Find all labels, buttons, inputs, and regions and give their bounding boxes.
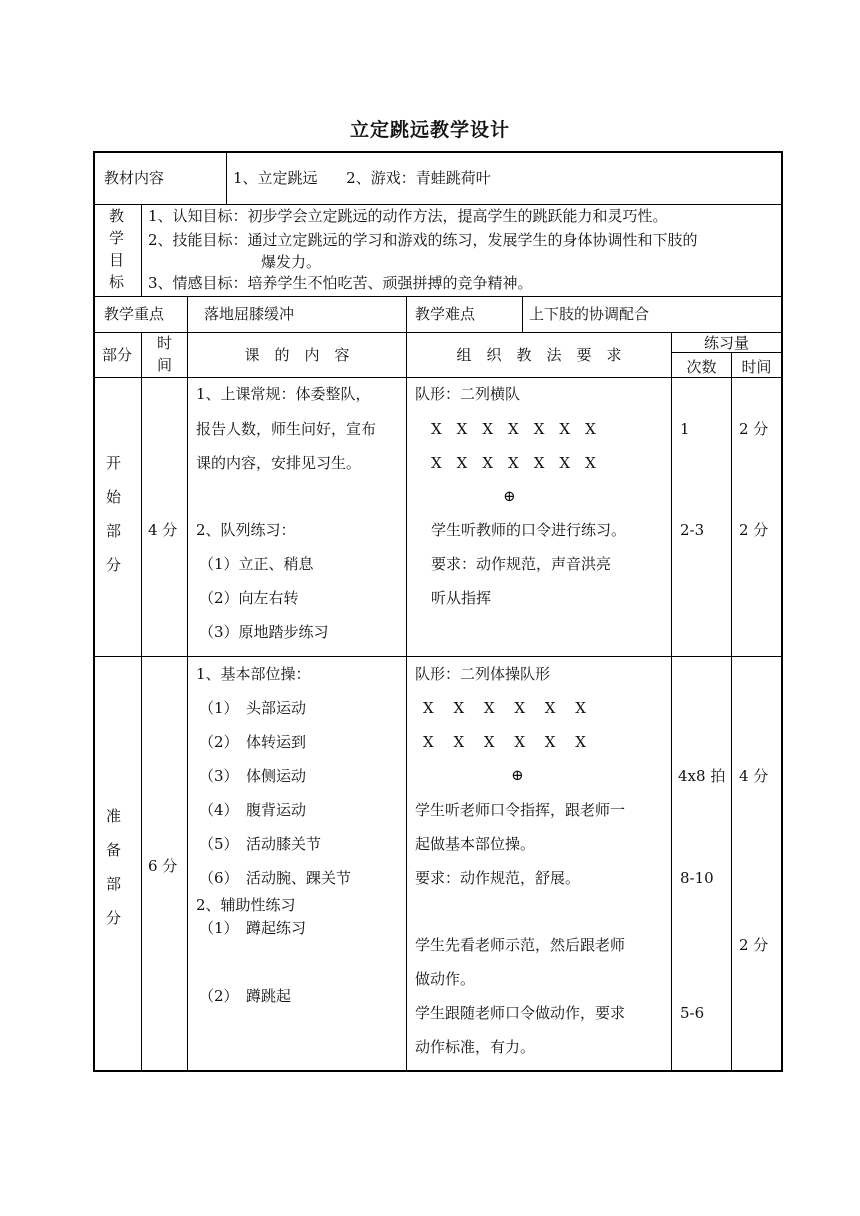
difficulty-label: 教学难点 [415, 305, 476, 323]
row-divider [95, 656, 781, 657]
start-content-line: 课的内容，安排见习生。 [196, 454, 362, 472]
prep-count: 4x8 拍 [678, 767, 726, 785]
prep-duration: 2 分 [739, 936, 769, 954]
col-divider [522, 296, 523, 332]
section-prep-label: 准 [106, 807, 122, 825]
key-point-value: 落地屈膝缓冲 [204, 305, 295, 323]
prep-content-line: （4） 腹背运动 [199, 801, 307, 819]
col-divider [406, 332, 407, 1072]
prep-org-line: 要求：动作规范，舒展。 [415, 869, 581, 887]
section-start-label: 部 [106, 522, 122, 540]
start-content-line: 2、队列练习： [196, 521, 296, 539]
col-divider [731, 352, 732, 1072]
section-start-label: 始 [106, 488, 122, 506]
content-label: 教材内容 [104, 169, 165, 187]
start-count: 2-3 [680, 521, 705, 539]
goal-line: 2、技能目标：通过立定跳远的学习和游戏的练习，发展学生的身体协调性和下肢的 [148, 231, 698, 249]
prep-content-line: 1、基本部位操： [196, 665, 311, 683]
section-start-label: 分 [106, 556, 122, 574]
prep-content-line: （5） 活动膝关节 [199, 835, 322, 853]
teacher-position-icon: ⊕ [503, 487, 516, 505]
start-content-line: 报告人数，师生问好，宣布 [196, 420, 377, 438]
prep-count: 8-10 [680, 869, 714, 887]
difficulty-value: 上下肢的协调配合 [529, 305, 650, 323]
prep-count: 5-6 [680, 1004, 705, 1022]
teacher-position-icon: ⊕ [511, 766, 524, 784]
prep-org-line: 学生先看老师示范，然后跟老师 [415, 936, 626, 954]
section-prep-label: 部 [106, 875, 122, 893]
prep-content-line: （6） 活动腕、踝关节 [199, 869, 352, 887]
row-divider [671, 352, 781, 353]
prep-org-line: 队形：二列体操队形 [415, 665, 551, 683]
col-divider [141, 204, 142, 296]
row-divider [95, 377, 781, 378]
prep-formation-row: X X X X X X [423, 733, 586, 751]
start-formation-row: X X X X X X X [431, 420, 596, 438]
header-part: 部分 [102, 346, 133, 364]
document-title: 立定跳远教学设计 [349, 119, 510, 141]
prep-content-line: （1） 蹲起练习 [199, 919, 307, 937]
section-prep-label: 分 [106, 909, 122, 927]
section-start-time: 4 分 [148, 521, 178, 539]
content-value: 1、立定跳远 2、游戏：青蛙跳荷叶 [233, 169, 491, 187]
goals-label-char: 教 [109, 207, 125, 225]
prep-formation-row: X X X X X X [423, 699, 586, 717]
lesson-plan-table [93, 151, 783, 1072]
col-divider [141, 332, 142, 1072]
col-divider [406, 296, 407, 332]
prep-content-line: （2） 蹲跳起 [199, 987, 292, 1005]
col-divider [671, 332, 672, 1072]
header-content: 课 的 内 容 [244, 346, 350, 364]
row-divider [95, 296, 781, 297]
goals-label-char: 目 [109, 251, 125, 269]
start-duration: 2 分 [739, 521, 769, 539]
col-divider [187, 296, 188, 332]
prep-org-line: 学生跟随老师口令做动作，要求 [415, 1004, 626, 1022]
col-divider [187, 332, 188, 1072]
goals-label-char: 标 [109, 273, 125, 291]
col-divider [226, 153, 227, 204]
prep-org-line: 动作标准，有力。 [415, 1038, 536, 1056]
header-duration: 时间 [741, 358, 772, 376]
key-point-label: 教学重点 [104, 305, 165, 323]
prep-content-line: （2） 体转运到 [199, 733, 307, 751]
start-formation-row: X X X X X X X [431, 454, 596, 472]
section-prep-time: 6 分 [148, 857, 178, 875]
start-org-line: 要求：动作规范，声音洪亮 [431, 555, 612, 573]
prep-org-line: 做动作。 [415, 970, 476, 988]
start-content-line: （3）原地踏步练习 [199, 623, 329, 641]
start-org-line: 听从指挥 [431, 589, 492, 607]
goals-label-char: 学 [109, 229, 125, 247]
prep-org-line: 起做基本部位操。 [415, 835, 536, 853]
header-practice-load: 练习量 [703, 334, 749, 352]
start-org-line: 队形：二列横队 [415, 385, 521, 403]
goal-line: 爆发力。 [261, 253, 322, 271]
row-divider [95, 204, 781, 205]
start-duration: 2 分 [739, 420, 769, 438]
header-organization: 组 织 教 法 要 求 [456, 346, 622, 364]
prep-duration: 4 分 [739, 767, 769, 785]
goal-line: 1、认知目标：初步学会立定跳远的动作方法，提高学生的跳跃能力和灵巧性。 [148, 207, 668, 225]
goal-line: 3、情感目标：培养学生不怕吃苦、顽强拼搏的竞争精神。 [148, 274, 533, 292]
start-content-line: 1、上课常规：体委整队， [196, 385, 371, 403]
prep-content-line: （3） 体侧运动 [199, 767, 307, 785]
start-content-line: （2）向左右转 [199, 589, 299, 607]
prep-content-line: （1） 头部运动 [199, 699, 307, 717]
section-start-label: 开 [106, 454, 122, 472]
section-prep-label: 备 [106, 841, 122, 859]
start-content-line: （1）立正、稍息 [199, 555, 314, 573]
start-org-line: 学生听教师的口令进行练习。 [431, 521, 627, 539]
start-count: 1 [680, 420, 690, 438]
row-divider [95, 332, 781, 333]
header-count: 次数 [686, 358, 717, 376]
header-time: 间 [157, 356, 173, 374]
header-time: 时 [157, 334, 173, 352]
prep-content-line: 2、辅助性练习 [196, 896, 296, 914]
prep-org-line: 学生听老师口令指挥，跟老师一 [415, 801, 626, 819]
